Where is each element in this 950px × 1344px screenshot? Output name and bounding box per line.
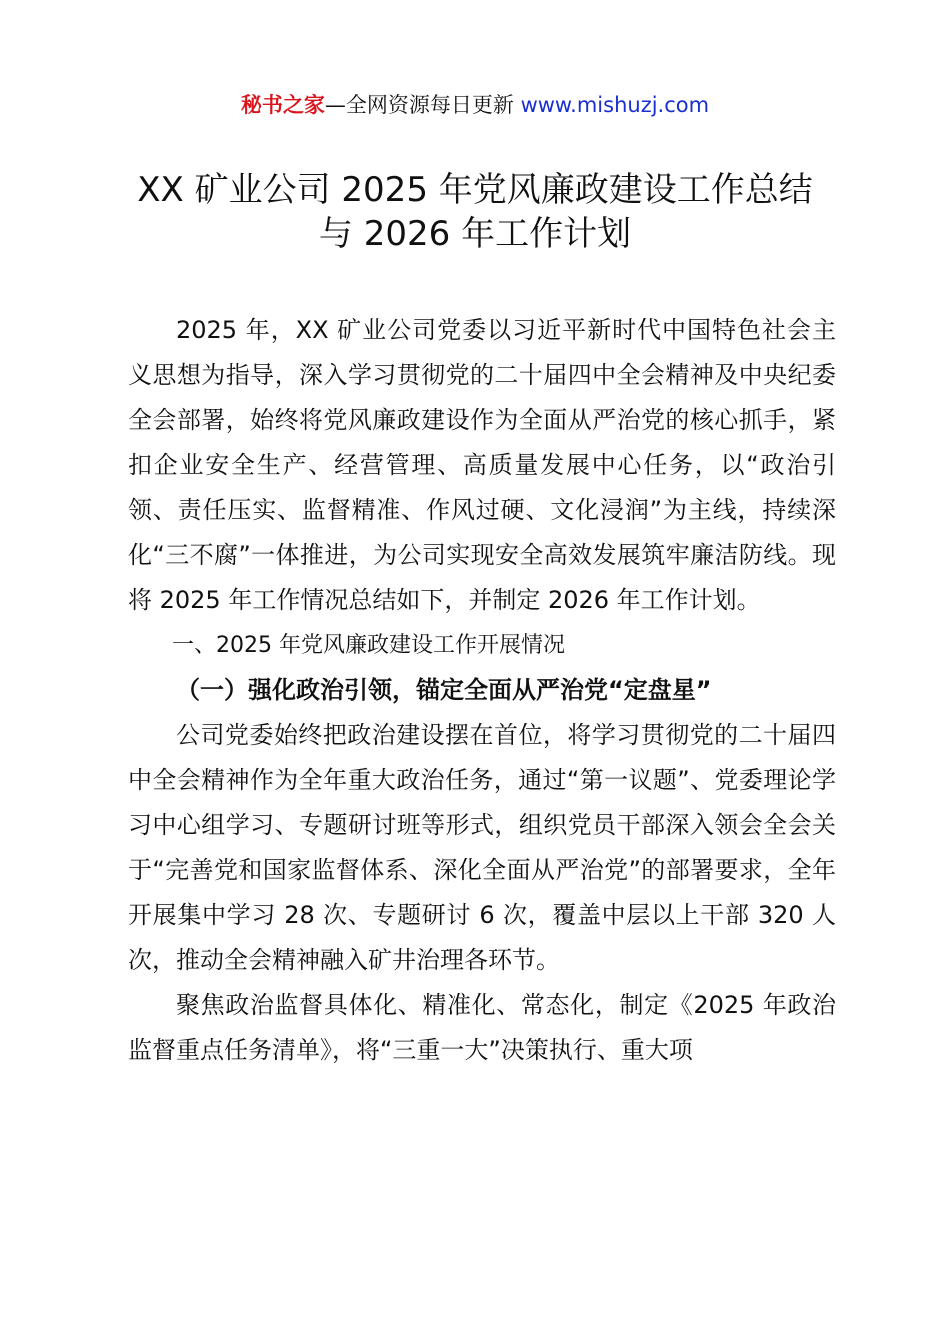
intro-paragraph: 2025 年，XX 矿业公司党委以习近平新时代中国特色社会主义思想为指导，深入学习贯彻党的二十届四中全会精神及中央纪委全会部署，始终将党风廉政建设作为全面从严治党的核心抓手，紧扣企业安全生产、经营管理、高质量发展中心任务，以“政治引领、责任压实、监督精准、作风过硬、文化浸润”为主线，持续深化“三不腐”一体推进，为公司实现安全高效发展筑牢廉洁防线。现将 2025 年工作情况总结如下，并制定 2026 年工作计划。 <box>128 316 836 614</box>
site-url-link[interactable]: www.mishuzj.com <box>520 93 710 117</box>
title-line-1: XX 矿业公司 2025 年党风廉政建设工作总结 <box>137 170 813 210</box>
body-paragraph: 公司党委始终把政治建设摆在首位，将学习贯彻党的二十届四中全会精神作为全年重大政治任务，通过“第一议题”、党委理论学习中心组学习、专题研讨班等形式，组织党员干部深入领会全会关于“完善党和国家监督体系、深化全面从严治党”的部署要求，全年开展集中学习 28 次、专题研讨 6 次，覆盖中层以上干部 320 人次，推动全会精神融入矿井治理各环节。 <box>128 721 836 974</box>
site-slogan: —全网资源每日更新 <box>324 93 521 117</box>
document-body <box>128 308 836 1073</box>
document-title <box>60 168 890 256</box>
site-banner <box>0 90 950 120</box>
site-brand: 秘书之家 <box>240 93 325 117</box>
title-line-2: 与 2026 年工作计划 <box>318 214 632 254</box>
subsection-heading: （一）强化政治引领，锚定全面从严治党“定盘星” <box>176 676 712 704</box>
body-paragraph: 聚焦政治监督具体化、精准化、常态化，制定《2025 年政治监督重点任务清单》，将“三重一大”决策执行、重大项 <box>128 991 836 1064</box>
section-heading: 一、2025 年党风廉政建设工作开展情况 <box>172 633 565 658</box>
